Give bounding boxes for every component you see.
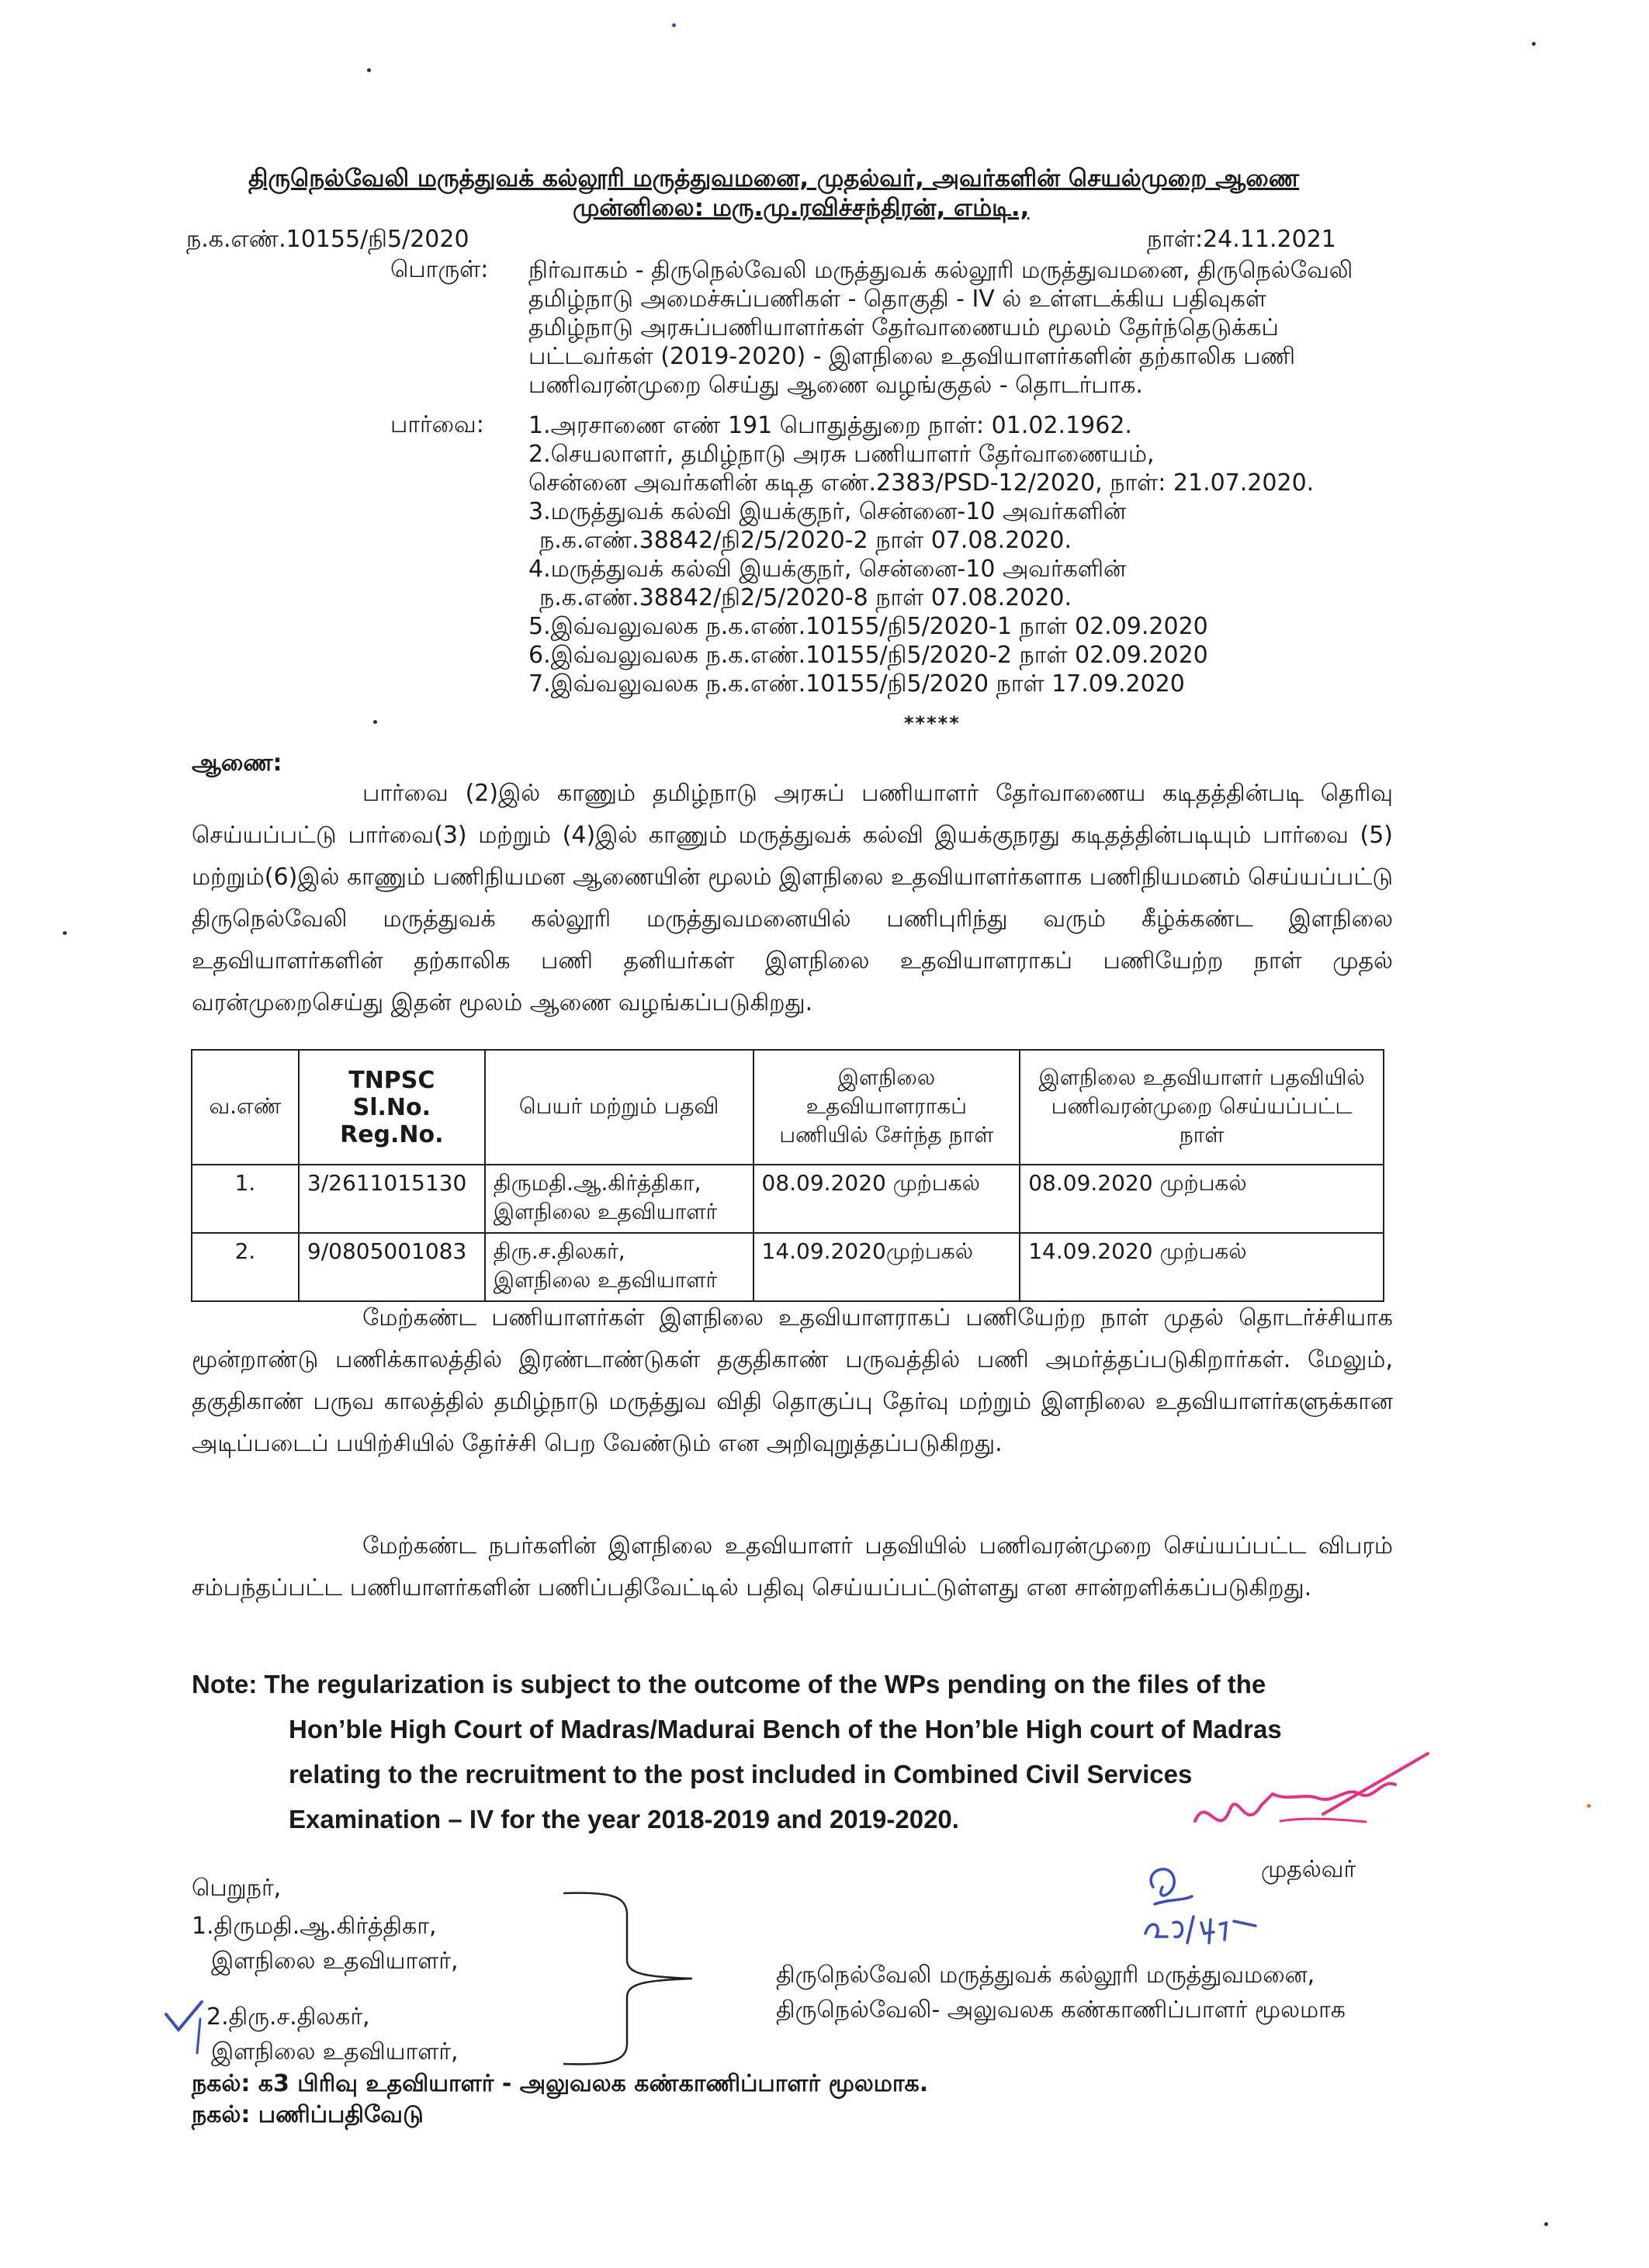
order-paragraph-2: மேற்கண்ட பணியாளர்கள் இளநிலை உதவியாளராகப் பணியேற்ற நாள் முதல் தொடர்ச்சியாக மூன்றாண்டு பணிக்காலத்தில் இரண்டாண்டுகள் தகுதிகாண் பருவத்தில் பணி அமர்த்தப்படுகிறார்கள். மேலும், தகுதிகாண் பருவ காலத்தில் தமிழ்நாடு மருத்துவ விதி தொகுப்பு தேர்வு மற்றும் இளநிலை உதவியாளர்களுக்கான அடிப்படைப் பயிற்சியில் தேர்ச்சி பெற வேண்டும் என அறிவுறுத்தப்படுகிறது. xyxy=(192,1304,1393,1457)
reference-line: ந.க.எண்.38842/நி2/5/2020-8 நாள் 07.08.2020. xyxy=(539,584,1072,611)
header-reg-no: TNPSC Sl.No. Reg.No. xyxy=(299,1050,485,1165)
header-regularized-date: இளநிலை உதவியாளர் பதவியில் பணிவரன்முறை செய்யப்பட்ட நாள் xyxy=(1020,1050,1384,1165)
row-post: இளநிலை உதவியாளர் xyxy=(493,1267,718,1293)
recipient-brace xyxy=(560,1890,700,2069)
recipient-line: 1.திருமதி.ஆ.கிர்த்திகா, xyxy=(192,1913,437,1940)
principal-signature xyxy=(1187,1747,1436,1856)
section-separator: ***** xyxy=(904,712,961,734)
note-line: Note: The regularization is subject to the outcome of the WPs pending on the files of the xyxy=(192,1670,1266,1698)
references-block xyxy=(528,411,1314,698)
presence-line: முன்னிலை: மரு.மு.ரவிச்சந்திரன், எம்டி., xyxy=(573,194,1030,222)
reference-line: 6.இவ்வலுவலக ந.க.எண்.10155/நி5/2020-2 நாள் 02.09.2020 xyxy=(528,642,1208,669)
copy-line: நகல்: பணிப்பதிவேடு xyxy=(192,2101,424,2128)
via-line: திருநெல்வேலி- அலுவலக கண்காணிப்பாளர் மூலமாக xyxy=(776,1996,1346,2024)
order-paragraph-1: பார்வை (2)இல் காணும் தமிழ்நாடு அரசுப் பணியாளர் தேர்வாணைய கடிதத்தின்படி தெரிவு செய்யப்பட்டு பார்வை(3) மற்றும் (4)இல் காணும் மருத்துவக் கல்வி இயக்குநரது கடிதத்தின்படியும் பார்வை (5) மற்றும்(6)இல் காணும் பணிநியமன ஆணையின் மூலம் இளநிலை உதவியாளர்களாக பணிநியமனம் செய்யப்பட்டு திருநெல்வேலி மருத்துவக் கல்லூரி மருத்துவமனையில் பணிபுரிந்து வரும் கீழ்க்கண்ட இளநிலை உதவியாளர்களின் தற்காலிக பணி தனியர்கள் இளநிலை உதவியாளராகப் பணியேற்ற நாள் முதல் வரன்முறைசெய்து இதன் மூலம் ஆணை வழங்கப்படுகிறது. xyxy=(192,780,1393,1016)
reference-line: 2.செயலாளர், தமிழ்நாடு அரசு பணியாளர் தேர்வாணையம், xyxy=(528,441,1155,468)
scan-speck xyxy=(1532,42,1536,46)
table-row xyxy=(192,1165,1384,1233)
reference-line: ந.க.எண்.38842/நி2/5/2020-2 நாள் 07.08.2020. xyxy=(539,527,1072,554)
reference-line: சென்னை அவர்களின் கடித எண்.2383/PSD-12/2020, நாள்: 21.07.2020. xyxy=(528,469,1315,497)
reference-line: 5.இவ்வலுவலக ந.க.எண்.10155/நி5/2020-1 நாள் 02.09.2020 xyxy=(528,613,1208,640)
row-joining-date: 08.09.2020 முற்பகல் xyxy=(753,1165,1020,1233)
reference-line: 1.அரசாணை எண் 191 பொதுத்துறை நாள்: 01.02.1962. xyxy=(528,412,1132,439)
table-row xyxy=(192,1233,1384,1301)
subject-line: நிர்வாகம் - திருநெல்வேலி மருத்துவக் கல்லூரி மருத்துவமனை, திருநெல்வேலி xyxy=(528,257,1353,284)
row-post: இளநிலை உதவியாளர் xyxy=(493,1199,718,1224)
note-line: Examination – IV for the year 2018-2019 and 2019-2020. xyxy=(289,1805,959,1833)
recipient-line: 2.திரு.ச.திலகர், xyxy=(206,2003,370,2031)
note-line: Hon’ble High Court of Madras/Madurai Bench of the Hon’ble High court of Madras xyxy=(289,1715,1282,1743)
principal-designation: முதல்வர் xyxy=(1261,1856,1356,1883)
row-serial: 2. xyxy=(192,1233,299,1301)
subject-line: பணிவரன்முறை செய்து ஆணை வழங்குதல் - தொடர்பாக. xyxy=(528,372,1143,399)
row-name-post xyxy=(485,1165,753,1233)
row-name: திரு.ச.திலகர், xyxy=(493,1238,625,1264)
subject-line: பட்டவர்கள் (2019-2020) - இளநிலை உதவியாளர்களின் தற்காலிக பணி xyxy=(528,343,1296,370)
row-regularized-date: 14.09.2020 முற்பகல் xyxy=(1020,1233,1384,1301)
row-name-post xyxy=(485,1233,753,1301)
scan-speck xyxy=(1544,2222,1548,2226)
via-line: திருநெல்வேலி மருத்துவக் கல்லூரி மருத்துவமனை, xyxy=(776,1962,1315,1989)
row-name: திருமதி.ஆ.கிர்த்திகா, xyxy=(493,1170,702,1196)
tick-mark xyxy=(161,1996,216,2058)
copy-line: நகல்: க3 பிரிவு உதவியாளர் - அலுவலக கண்காணிப்பாளர் மூலமாக. xyxy=(192,2070,929,2097)
header-joining-date: இளநிலை உதவியாளராகப் பணியில் சேர்ந்த நாள் xyxy=(753,1050,1020,1165)
recipient-line: இளநிலை உதவியாளர், xyxy=(211,2038,459,2065)
row-reg-no: 9/0805001083 xyxy=(299,1233,485,1301)
note-line: relating to the recruitment to the post included in Combined Civil Services xyxy=(289,1760,1193,1788)
recipient-line: இளநிலை உதவியாளர், xyxy=(211,1948,459,1975)
row-regularized-date: 08.09.2020 முற்பகல் xyxy=(1020,1165,1384,1233)
row-joining-date: 14.09.2020முற்பகல் xyxy=(753,1233,1020,1301)
handwritten-initial xyxy=(1139,1856,1279,1957)
subject-label: பொருள்: xyxy=(390,256,489,283)
order-title: திருநெல்வேலி மருத்துவக் கல்லூரி மருத்துவமனை, முதல்வர், அவர்களின் செயல்முறை ஆணை xyxy=(248,164,1300,192)
order-label: ஆணை: xyxy=(192,750,282,777)
reference-line: 7.இவ்வலுவலக ந.க.எண்.10155/நி5/2020 நாள் 17.09.2020 xyxy=(528,670,1185,698)
header-name-post: பெயர் மற்றும் பதவி xyxy=(485,1050,753,1165)
references-label: பார்வை: xyxy=(390,411,484,438)
subject-block xyxy=(528,256,1353,400)
scan-speck xyxy=(672,23,676,27)
order-date: நாள்:24.11.2021 xyxy=(1147,226,1336,253)
subject-line: தமிழ்நாடு அரசுப்பணியாளர்கள் தேர்வாணையம் மூலம் தேர்ந்தெடுக்கப் xyxy=(528,314,1279,341)
recipients-label: பெறுநர், xyxy=(192,1875,282,1902)
reference-line: 3.மருத்துவக் கல்வி இயக்குநர், சென்னை-10 அவர்களின் xyxy=(528,498,1127,525)
header-serial: வ.எண் xyxy=(192,1050,299,1165)
regularization-table xyxy=(191,1049,1384,1302)
reference-line: 4.மருத்துவக் கல்வி இயக்குநர், சென்னை-10 அவர்களின் xyxy=(528,556,1127,583)
scan-speck xyxy=(1587,1804,1591,1808)
table-header-row xyxy=(192,1050,1384,1165)
row-reg-no: 3/2611015130 xyxy=(299,1165,485,1233)
scan-speck xyxy=(373,720,377,724)
scan-speck xyxy=(367,68,371,72)
reference-number: ந.க.எண்.10155/நி5/2020 xyxy=(186,226,469,253)
order-paragraph-3: மேற்கண்ட நபர்களின் இளநிலை உதவியாளர் பதவியில் பணிவரன்முறை செய்யப்பட்ட விபரம் சம்பந்தப்பட்ட பணியாளர்களின் பணிப்பதிவேட்டில் பதிவு செய்யப்பட்டுள்ளது என சான்றளிக்கப்படுகிறது. xyxy=(192,1532,1393,1601)
scan-speck xyxy=(63,931,67,935)
row-serial: 1. xyxy=(192,1165,299,1233)
subject-line: தமிழ்நாடு அமைச்சுப்பணிகள் - தொகுதி - IV ல் உள்ளடக்கிய பதிவுகள் xyxy=(528,286,1266,313)
